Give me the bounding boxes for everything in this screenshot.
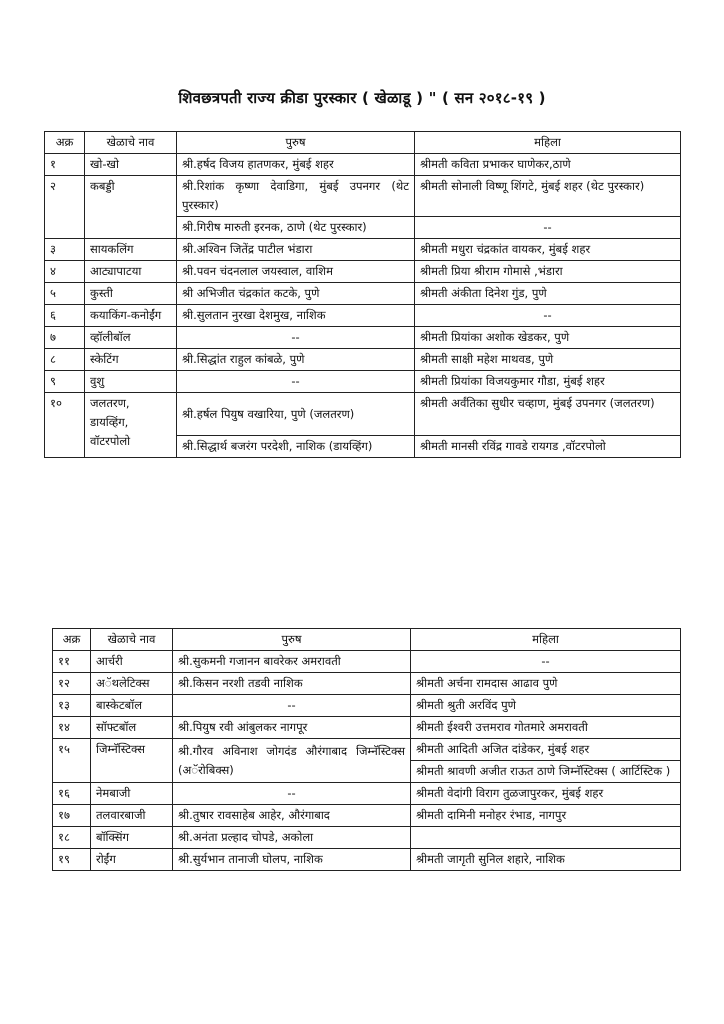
row-men: श्री.रिशांक कृष्णा देवाडिगा, मुंबई उपनगर (थेट पुरस्कार) [177, 176, 415, 217]
table-header-row [53, 629, 681, 651]
awards-table-2 [52, 628, 681, 871]
table-row [53, 827, 681, 849]
row-men: श्री.किसन नरशी तडवी नाशिक [173, 673, 411, 695]
row-sport: बॉक्सिंग [91, 827, 173, 849]
row-no: १० [45, 393, 85, 458]
row-sport: आर्चरी [91, 651, 173, 673]
row-women: श्रीमती मानसी रविंद्र गावडे रायगड ,वॉटरपोलो [415, 436, 681, 458]
row-men: -- [173, 783, 411, 805]
table-row [45, 327, 681, 349]
row-men: श्री.हर्षल पियुष वखारिया, पुणे (जलतरण) [177, 393, 415, 436]
header-no: अक्र [53, 629, 91, 651]
table-row [53, 739, 681, 761]
table-row [53, 805, 681, 827]
row-women: श्रीमती श्रुती अरविंद पुणे [411, 695, 681, 717]
table-row [45, 305, 681, 327]
row-sport: स्केटिंग [85, 349, 177, 371]
row-no: ८ [45, 349, 85, 371]
row-sport: नेमबाजी [91, 783, 173, 805]
header-sport: खेळाचे नाव [91, 629, 173, 651]
row-men: -- [173, 695, 411, 717]
row-no: १४ [53, 717, 91, 739]
row-sport: कबड्डी [85, 176, 177, 239]
row-no: २ [45, 176, 85, 239]
row-no: ३ [45, 239, 85, 261]
row-men: श्री.गौरव अविनाश जोगदंड औरंगाबाद जिम्नॅस्टिक्स (अॅरोबिक्स) [173, 739, 411, 783]
row-women: -- [411, 651, 681, 673]
table-row [53, 783, 681, 805]
header-men: पुरुष [173, 629, 411, 651]
row-women: श्रीमती वेदांगी विराग तुळजापुरकर, मुंबई शहर [411, 783, 681, 805]
row-women: श्रीमती प्रियांका विजयकुमार गौडा, मुंबई शहर [415, 371, 681, 393]
row-men: श्री.अश्विन जितेंद्र पाटील भंडारा [177, 239, 415, 261]
row-women: श्रीमती अर्चना रामदास आढाव पुणे [411, 673, 681, 695]
row-women: श्रीमती आदिती अजित दांडेकर, मुंबई शहर [411, 739, 681, 761]
row-men: श्री अभिजीत चंद्रकांत कटके, पुणे [177, 283, 415, 305]
row-sport: बास्केटबॉल [91, 695, 173, 717]
row-no: १ [45, 154, 85, 176]
row-women: श्रीमती अर्वंतिका सुधीर चव्हाण, मुंबई उपनगर (जलतरण) [415, 393, 681, 436]
row-sport: व्हॉलीबॉल [85, 327, 177, 349]
row-no: ९ [45, 371, 85, 393]
page-title: शिवछत्रपती राज्य क्रीडा पुरस्कार ( खेळाडू ) " ( सन २०१८-१९ ) [178, 89, 546, 107]
row-men: -- [177, 371, 415, 393]
table-row [45, 349, 681, 371]
row-men: श्री.अनंता प्रल्हाद चोपडे, अकोला [173, 827, 411, 849]
header-no: अक्र [45, 132, 85, 154]
row-men: श्री.सुर्यभान तानाजी घोलप, नाशिक [173, 849, 411, 871]
row-women: श्रीमती प्रियांका अशोक खेडकर, पुणे [415, 327, 681, 349]
row-no: ५ [45, 283, 85, 305]
row-women: -- [415, 305, 681, 327]
row-sport: खो-खो [85, 154, 177, 176]
header-women: महिला [415, 132, 681, 154]
row-sport: अॅथलेटिक्स [91, 673, 173, 695]
header-sport: खेळाचे नाव [85, 132, 177, 154]
row-no: १६ [53, 783, 91, 805]
table-row [45, 176, 681, 217]
row-no: ११ [53, 651, 91, 673]
row-women: श्रीमती जागृती सुनिल शहारे, नाशिक [411, 849, 681, 871]
table-row [53, 673, 681, 695]
row-sport: जिम्नॅस्टिक्स [91, 739, 173, 783]
row-women: श्रीमती प्रिया श्रीराम गोमासे ,भंडारा [415, 261, 681, 283]
table-row [53, 717, 681, 739]
header-men: पुरुष [177, 132, 415, 154]
table-row [45, 371, 681, 393]
row-no: १७ [53, 805, 91, 827]
row-men: श्री.सुकमनी गजानन बावरेकर अमरावती [173, 651, 411, 673]
row-sport: कयाकिंग-कनोईंग [85, 305, 177, 327]
row-sport: सॉफ्टबॉल [91, 717, 173, 739]
table-row [45, 261, 681, 283]
row-sport: रोईंग [91, 849, 173, 871]
row-women: श्रीमती ईश्वरी उत्तमराव गोतमारे अमरावती [411, 717, 681, 739]
table-row [45, 283, 681, 305]
row-no: ४ [45, 261, 85, 283]
row-no: ६ [45, 305, 85, 327]
table-row [53, 695, 681, 717]
row-women: श्रीमती श्रावणी अजीत राऊत ठाणे जिम्नॅस्टिक्स ( आर्टिस्टिक ) [411, 761, 681, 783]
row-no: १८ [53, 827, 91, 849]
row-men: श्री.गिरीष मारुती इरनक, ठाणे (थेट पुरस्कार) [177, 217, 415, 239]
row-no: ७ [45, 327, 85, 349]
row-sport: वुशु [85, 371, 177, 393]
row-men: श्री.पियुष रवी आंबुलकर नागपूर [173, 717, 411, 739]
row-men: श्री.हर्षद विजय हातणकर, मुंबई शहर [177, 154, 415, 176]
row-women: श्रीमती अंकीता दिनेश गुंड, पुणे [415, 283, 681, 305]
row-no: १९ [53, 849, 91, 871]
table-row [45, 239, 681, 261]
table-row [45, 154, 681, 176]
row-men: श्री.सुलतान नुरखा देशमुख, नाशिक [177, 305, 415, 327]
row-men: श्री.सिद्धांत राहुल कांबळे, पुणे [177, 349, 415, 371]
row-men: -- [177, 327, 415, 349]
row-men: श्री.पवन चंदनलाल जयस्वाल, वाशिम [177, 261, 415, 283]
row-women: श्रीमती साक्षी महेश माथवड, पुणे [415, 349, 681, 371]
row-women: श्रीमती दामिनी मनोहर रंभाड, नागपुर [411, 805, 681, 827]
row-sport: आट्यापाटया [85, 261, 177, 283]
awards-table-1 [44, 131, 681, 458]
table-header-row [45, 132, 681, 154]
row-sport: तलवारबाजी [91, 805, 173, 827]
table-row [53, 651, 681, 673]
row-women: श्रीमती मधुरा चंद्रकांत वायकर, मुंबई शहर [415, 239, 681, 261]
row-sport: सायकलिंग [85, 239, 177, 261]
row-women: श्रीमती कविता प्रभाकर घाणेकर,ठाणे [415, 154, 681, 176]
row-women: श्रीमती सोनाली विष्णू शिंगटे, मुंबई शहर (थेट पुरस्कार) [415, 176, 681, 217]
row-sport: जलतरण, डायव्हिंग, वॉटरपोलो [85, 393, 177, 458]
row-women [411, 827, 681, 849]
row-no: १५ [53, 739, 91, 783]
row-sport: कुस्ती [85, 283, 177, 305]
row-no: १३ [53, 695, 91, 717]
row-no: १२ [53, 673, 91, 695]
row-women: -- [415, 217, 681, 239]
table-row [45, 393, 681, 436]
table-row [53, 849, 681, 871]
row-men: श्री.सिद्धार्थ बजरंग परदेशी, नाशिक (डायव्हिंग) [177, 436, 415, 458]
header-women: महिला [411, 629, 681, 651]
row-men: श्री.तुषार रावसाहेब आहेर, औरंगाबाद [173, 805, 411, 827]
